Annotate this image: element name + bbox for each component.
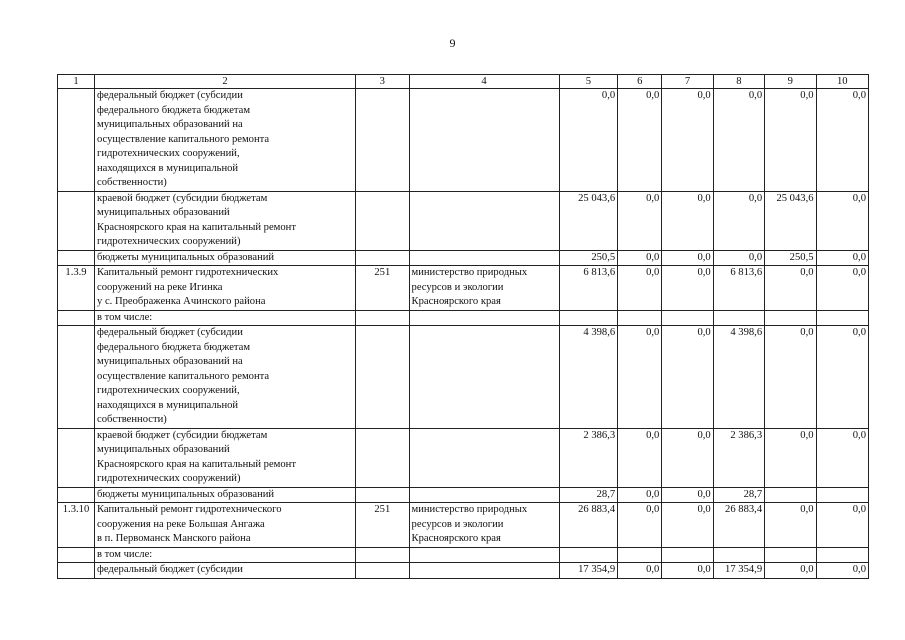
amount-total-cell [559, 310, 618, 326]
column-header: 10 [816, 75, 868, 89]
amount-col6-cell: 0,0 [618, 326, 662, 429]
amount-total-cell: 6 813,6 [559, 266, 618, 311]
table-row [58, 503, 869, 548]
amount-col6-cell [618, 547, 662, 563]
amount-total-cell: 4 398,6 [559, 326, 618, 429]
code-cell [356, 487, 409, 503]
column-header: 4 [409, 75, 559, 89]
description-cell: Капитальный ремонт гидротехнических сооружений на реке Игинка у с. Преображенка Ачинского района [95, 266, 356, 311]
item-number-cell [58, 250, 95, 266]
table-row [58, 487, 869, 503]
code-cell [356, 547, 409, 563]
item-number-cell: 1.3.9 [58, 266, 95, 311]
amount-col6-cell: 0,0 [618, 503, 662, 548]
column-header: 5 [559, 75, 618, 89]
column-header: 3 [356, 75, 409, 89]
table-row [58, 250, 869, 266]
amount-col7-cell: 0,0 [662, 428, 713, 487]
code-cell [356, 563, 409, 579]
amount-col6-cell: 0,0 [618, 250, 662, 266]
description-cell: бюджеты муниципальных образований [95, 487, 356, 503]
column-header: 2 [95, 75, 356, 89]
table-row [58, 310, 869, 326]
amount-col7-cell: 0,0 [662, 487, 713, 503]
amount-col7-cell: 0,0 [662, 250, 713, 266]
table-row [58, 547, 869, 563]
budget-table [57, 74, 869, 579]
executor-cell [409, 547, 559, 563]
code-cell [356, 310, 409, 326]
amount-col8-cell: 4 398,6 [713, 326, 764, 429]
amount-col8-cell [713, 547, 764, 563]
amount-col10-cell: 0,0 [816, 191, 868, 250]
amount-col6-cell: 0,0 [618, 266, 662, 311]
table-row [58, 266, 869, 311]
table-row [58, 428, 869, 487]
amount-col7-cell [662, 310, 713, 326]
item-number-cell [58, 428, 95, 487]
table-row [58, 191, 869, 250]
amount-col10-cell: 0,0 [816, 428, 868, 487]
amount-col7-cell: 0,0 [662, 266, 713, 311]
description-cell: в том числе: [95, 547, 356, 563]
code-cell: 251 [356, 266, 409, 311]
amount-total-cell: 17 354,9 [559, 563, 618, 579]
item-number-cell [58, 547, 95, 563]
column-header: 9 [765, 75, 816, 89]
column-header: 1 [58, 75, 95, 89]
amount-col8-cell [713, 310, 764, 326]
amount-col8-cell: 0,0 [713, 191, 764, 250]
executor-cell [409, 487, 559, 503]
amount-total-cell: 28,7 [559, 487, 618, 503]
amount-total-cell: 25 043,6 [559, 191, 618, 250]
executor-cell [409, 250, 559, 266]
amount-col7-cell [662, 547, 713, 563]
amount-total-cell: 0,0 [559, 89, 618, 192]
executor-cell [409, 191, 559, 250]
executor-cell [409, 326, 559, 429]
item-number-cell [58, 326, 95, 429]
executor-cell [409, 310, 559, 326]
amount-col9-cell: 0,0 [765, 563, 816, 579]
amount-col6-cell: 0,0 [618, 89, 662, 192]
amount-col6-cell: 0,0 [618, 191, 662, 250]
amount-col10-cell [816, 487, 868, 503]
amount-col8-cell: 6 813,6 [713, 266, 764, 311]
description-cell: бюджеты муниципальных образований [95, 250, 356, 266]
amount-col9-cell: 0,0 [765, 89, 816, 192]
amount-col10-cell: 0,0 [816, 266, 868, 311]
amount-col9-cell: 0,0 [765, 266, 816, 311]
amount-col8-cell: 2 386,3 [713, 428, 764, 487]
amount-col8-cell: 17 354,9 [713, 563, 764, 579]
item-number-cell: 1.3.10 [58, 503, 95, 548]
description-cell: краевой бюджет (субсидии бюджетам муниципальных образований Красноярского края на капитальный ремонт гидротехнических сооружений) [95, 428, 356, 487]
item-number-cell [58, 563, 95, 579]
amount-col9-cell: 250,5 [765, 250, 816, 266]
page-number: 9 [449, 36, 456, 50]
executor-cell [409, 563, 559, 579]
description-cell: Капитальный ремонт гидротехнического сооружения на реке Большая Ангажа в п. Первоманск Манского района [95, 503, 356, 548]
amount-col10-cell: 0,0 [816, 503, 868, 548]
amount-col7-cell: 0,0 [662, 503, 713, 548]
amount-col7-cell: 0,0 [662, 191, 713, 250]
amount-total-cell [559, 547, 618, 563]
executor-cell: министерство природных ресурсов и экологии Красноярского края [409, 503, 559, 548]
item-number-cell [58, 487, 95, 503]
executor-cell: министерство природных ресурсов и экологии Красноярского края [409, 266, 559, 311]
amount-col9-cell [765, 487, 816, 503]
code-cell [356, 428, 409, 487]
amount-col8-cell: 0,0 [713, 89, 764, 192]
description-cell: краевой бюджет (субсидии бюджетам муниципальных образований Красноярского края на капитальный ремонт гидротехнических сооружений) [95, 191, 356, 250]
table-row [58, 89, 869, 192]
header-row [58, 75, 869, 89]
description-cell: федеральный бюджет (субсидии федерального бюджета бюджетам муниципальных образований на осуществление капитального ремонта гидротехнических сооружений, находящихся в муниципальной собственности) [95, 326, 356, 429]
code-cell [356, 326, 409, 429]
column-header: 7 [662, 75, 713, 89]
amount-col9-cell [765, 547, 816, 563]
description-cell: федеральный бюджет (субсидии [95, 563, 356, 579]
column-header: 6 [618, 75, 662, 89]
code-cell: 251 [356, 503, 409, 548]
amount-col9-cell: 25 043,6 [765, 191, 816, 250]
code-cell [356, 89, 409, 192]
amount-col7-cell: 0,0 [662, 563, 713, 579]
amount-col9-cell [765, 310, 816, 326]
amount-col8-cell: 0,0 [713, 250, 764, 266]
amount-col9-cell: 0,0 [765, 503, 816, 548]
amount-col10-cell [816, 310, 868, 326]
item-number-cell [58, 89, 95, 192]
executor-cell [409, 89, 559, 192]
amount-col9-cell: 0,0 [765, 428, 816, 487]
table-body [58, 75, 869, 579]
amount-col7-cell: 0,0 [662, 89, 713, 192]
amount-col10-cell: 0,0 [816, 563, 868, 579]
column-header: 8 [713, 75, 764, 89]
code-cell [356, 250, 409, 266]
amount-col10-cell [816, 547, 868, 563]
amount-col10-cell: 0,0 [816, 250, 868, 266]
amount-total-cell: 250,5 [559, 250, 618, 266]
code-cell [356, 191, 409, 250]
description-cell: в том числе: [95, 310, 356, 326]
amount-col8-cell: 26 883,4 [713, 503, 764, 548]
amount-col6-cell [618, 310, 662, 326]
amount-col9-cell: 0,0 [765, 326, 816, 429]
amount-total-cell: 2 386,3 [559, 428, 618, 487]
item-number-cell [58, 191, 95, 250]
amount-col6-cell: 0,0 [618, 428, 662, 487]
amount-col8-cell: 28,7 [713, 487, 764, 503]
table-row [58, 563, 869, 579]
amount-total-cell: 26 883,4 [559, 503, 618, 548]
amount-col10-cell: 0,0 [816, 89, 868, 192]
item-number-cell [58, 310, 95, 326]
executor-cell [409, 428, 559, 487]
amount-col10-cell: 0,0 [816, 326, 868, 429]
amount-col7-cell: 0,0 [662, 326, 713, 429]
description-cell: федеральный бюджет (субсидии федерального бюджета бюджетам муниципальных образований на осуществление капитального ремонта гидротехнических сооружений, находящихся в муниципальной собственности) [95, 89, 356, 192]
amount-col6-cell: 0,0 [618, 563, 662, 579]
table-row [58, 326, 869, 429]
amount-col6-cell: 0,0 [618, 487, 662, 503]
